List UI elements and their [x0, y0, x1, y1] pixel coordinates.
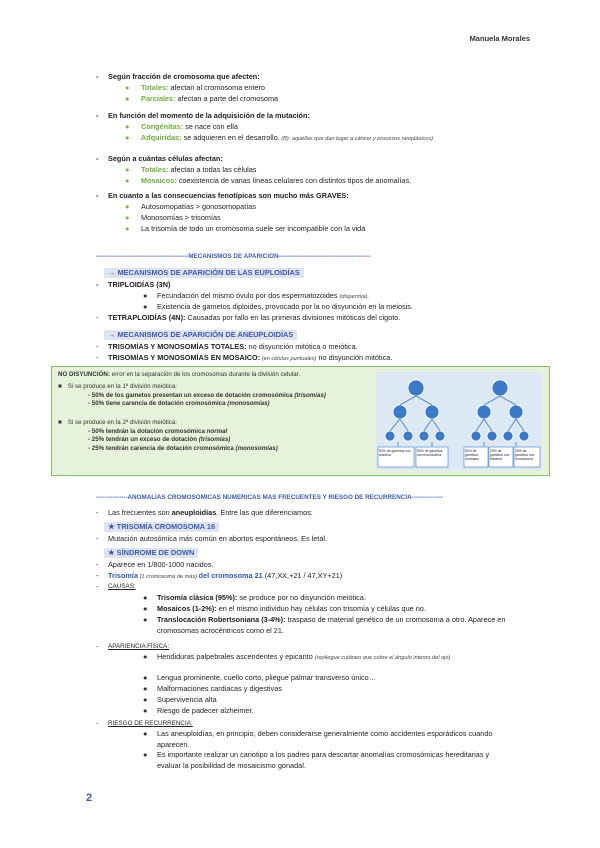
box-title: NO DISYUNCIÓN: error en la separación de los cromosomas durante la división celular.: [58, 371, 301, 378]
diagram-label: 50% de gametos normales: [465, 449, 479, 461]
euploid-heading: → MECANISMOS DE APARICIÓN DE LAS EUPLOIDÍAS: [104, 268, 304, 278]
list-item: ● Las aneuploidías, en principio, deben considerarse generalmente como accidentes esporádicos cuando aparecen.: [143, 729, 493, 749]
diagram-label: 25% de gametos con trisomía: [490, 449, 510, 461]
diagram-label: 50% de gametos con monosomía: [417, 449, 443, 457]
list-item: - Mutación autosómica más común en abortos espontáneos. Es letal.: [96, 534, 328, 543]
list-item: - Aparece en 1/800-1000 nacidos.: [96, 560, 214, 569]
section-separator: ---------------ANOMALÍAS CROMOSÓMICAS NUMÉRICAS MÁS FRECUENTES Y RIESGO DE RECURRENCIA---------------: [96, 494, 444, 501]
list-item: ● Adquiridas: se adquieren en el desarrollo. (B): aquellas que dan lugar a cáncer y procesos neoplásicos).: [125, 133, 435, 142]
list-item: - Las frecuentes son aneuploidías. Entre las que diferenciamos:: [96, 508, 313, 517]
list-item: ● Fecundación del mismo óvulo por dos espermatozoides (dispermia).: [143, 291, 370, 300]
list-item: - TETRAPLOIDÍAS (4N): Causadas por fallo en las primeras divisiones mitóticas del cigoto.: [96, 313, 401, 322]
diagram-label: 50% de gametos con trisomía: [379, 449, 411, 457]
list-item: ● Trisomía clásica (95%): se produce por no disyunción meiótica.: [143, 593, 366, 602]
list-item: ● Malformaciones cardiacas y digestivas: [143, 684, 282, 693]
list-item: - TRISOMÍAS Y MONOSOMÍAS TOTALES: no disyunción mitótica o meiótica.: [96, 342, 358, 351]
trisomy16-heading: ★ TRISOMÍA CROMOSOMA 16: [104, 522, 219, 532]
list-item: ● Supervivencia alta: [143, 695, 217, 704]
page-number: 2: [86, 792, 93, 804]
list-item: ● Existencia de gametos diploides, provocado por la no disyunción en la meiosis.: [143, 302, 413, 311]
diagram-label: 25% de gametos con monosomía: [515, 449, 535, 461]
list-item: - En cuanto a las consecuencias fenotípicas son mucho más GRAVES:: [96, 191, 349, 200]
list-item: - Trisomía (1 cromosoma de más) del cromosoma 21 (47,XX,+21 / 47,XY+21): [96, 571, 343, 580]
list-item: - RIESGO DE RECURRENCIA:: [96, 720, 193, 727]
list-item: - APARIENCIA FÍSICA:: [96, 643, 170, 650]
list-item: ● Congénitas: se nace con ella: [125, 122, 238, 131]
list-item: - CAUSAS:: [96, 583, 136, 590]
list-item: ● Parciales: afectan a parte del cromosoma: [125, 94, 279, 103]
list-item: ● Lengua prominente, cuello corto, pliegue palmar transverso único…: [143, 673, 377, 682]
meiosis-diagram: [376, 372, 542, 470]
list-item: ● Monosomías > trisomías: [125, 213, 221, 222]
list-item: - En función del momento de la adquisición de la mutación:: [96, 111, 310, 120]
list-item: ● Mosaicos (1-2%): en el mismo individuo hay células con trisomía y células que no.: [143, 604, 426, 613]
box-bullet-2: ■ Si se produce en la 2ª división meiótica: - 50% tendrán la dotación cromosómica normal - 25% tendrán un exceso de dotación (trisomías) - 25% tendrán carencia de dotación cromosómica (monosomías): [58, 419, 278, 452]
list-item: ● Riesgo de padecer alzheimer.: [143, 706, 254, 715]
down-heading: ★ SÍNDROME DE DOWN: [104, 548, 198, 558]
list-item: ● Hendiduras palpebrales ascendentes y epicanto (repliegue cutáneo que cubre el ángulo interno del ojo): [143, 652, 451, 661]
list-item: ● Totales: afectan a todas las células: [125, 165, 257, 174]
author-name: Manuela Morales: [469, 34, 530, 43]
list-item: ● La trisomía de todo un cromosoma suele ser incompatible con la vida: [125, 224, 366, 233]
list-item: - Según fracción de cromosoma que afecten:: [96, 72, 260, 81]
list-item: - TRIPLOIDÍAS (3N): [96, 280, 171, 289]
list-item: - TRISOMÍAS Y MONOSOMÍAS EN MOSAICO: (en células puntuales) no disyunción mitótica.: [96, 353, 393, 362]
section-separator: --------------------------------------------MECANISMOS DE APARICIÓN--------------------------------------------: [96, 253, 371, 260]
aneuploid-heading: → MECANISMOS DE APARICIÓN DE ANEUPLOIDÍAS: [104, 330, 297, 340]
list-item: ● Translocación Robertsoniana (3-4%): traspaso de material genético de un cromosoma a otro. Aparece en cromosomas acrocéntricos como el 21.: [143, 615, 506, 635]
list-item: - Según a cuántas células afectan:: [96, 154, 223, 163]
box-bullet-1: ■ Si se produce en la 1ª división meiótica: - 50% de los gametos presentan un exceso de dotación cromosómica (trisomías) - 50% tiene carencia de dotación cromosómica (monosomías): [58, 383, 326, 408]
list-item: ● Autosomopatías > gonosomopatías: [125, 202, 257, 211]
list-item: ● Totales: afectan al cromosoma entero: [125, 83, 265, 92]
list-item: ● Es importante realizar un cariotipo a los padres para descartar anomalías cromosómicas hereditarias y evaluar la posibilidad de mosaicismo gonadal.: [143, 750, 490, 770]
list-item: ● Mosaicos: coexistencia de varias líneas celulares con distintos tipos de anomalías.: [125, 176, 412, 185]
